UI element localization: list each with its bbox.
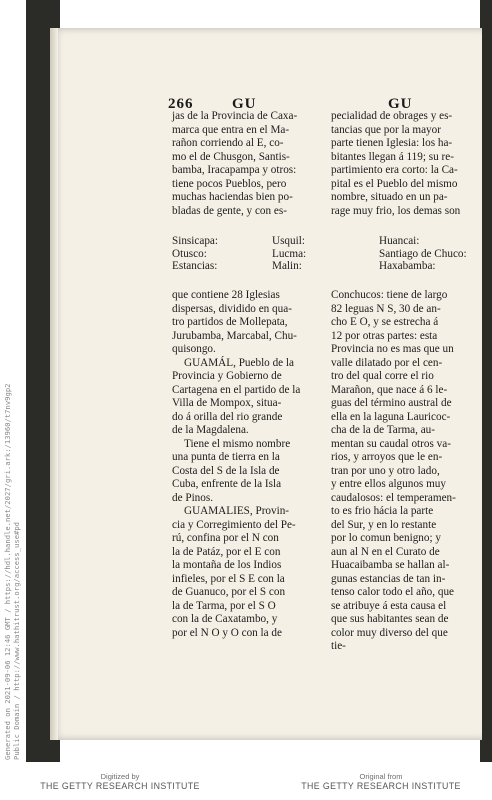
text-line: una punta de tierra en la bbox=[172, 451, 280, 463]
text-line: parte tienen Iglesia: los ha- bbox=[331, 137, 453, 149]
text-line: mo el de Chusgon, Santis- bbox=[172, 150, 290, 163]
text-line: Huacaibamba se hallan al- bbox=[331, 559, 450, 571]
place-name: Haxabamba: bbox=[379, 260, 436, 272]
running-head-right: GU bbox=[388, 96, 413, 112]
text-line: valle dilatado por el cen- bbox=[331, 356, 443, 369]
text-line: mentan su caudal otros va- bbox=[331, 437, 451, 450]
text-line: infieles, por el S E con la bbox=[172, 572, 285, 585]
text-line: nombre, situado en un pa- bbox=[331, 191, 448, 203]
text-line: rage muy frio, los demas son bbox=[331, 204, 461, 217]
footer-digitized-label: Digitized by bbox=[100, 772, 140, 781]
text-line: color muy diverso del que bbox=[331, 626, 448, 639]
text-line: Costa del S de la Isla de bbox=[172, 464, 280, 477]
text-line: bitantes llegan á 119; su re- bbox=[331, 150, 454, 163]
place-name: Otusco: bbox=[172, 247, 207, 260]
place-name: Santiago de Chuco: bbox=[379, 247, 467, 260]
text-line: dispersas, dividido en qua- bbox=[172, 302, 292, 315]
place-name: Usquil: bbox=[272, 235, 305, 247]
text-line: bladas de gente, y con es- bbox=[172, 204, 287, 217]
place-name: Estancias: bbox=[172, 260, 218, 272]
text-line: Provincia y Gobierno de bbox=[172, 370, 282, 382]
text-line: con la de Caxatambo, y bbox=[172, 613, 278, 625]
text-line: pital es el Pueblo del mismo bbox=[331, 177, 458, 190]
text-line: GUAMÁL, Pueblo de la bbox=[184, 356, 294, 369]
text-line: tie- bbox=[331, 640, 346, 652]
text-line: Provincia no es mas que un bbox=[331, 343, 454, 355]
text-line: tancias que por la mayor bbox=[331, 123, 441, 136]
page-gutter-shadow bbox=[50, 28, 58, 740]
place-name: Huancai: bbox=[379, 235, 420, 247]
watermark-line-2: Public Domain / http://www.hathitrust.org/access_use#pd bbox=[12, 522, 21, 760]
text-line: caudalosos: el temperamen- bbox=[331, 491, 456, 504]
right-column-top bbox=[331, 110, 477, 218]
text-line: de Pinos. bbox=[172, 491, 214, 504]
text-line: tran por uno y otro lado, bbox=[331, 464, 440, 477]
paragraph-p3 bbox=[172, 438, 338, 506]
text-line: rú, confina por el N con bbox=[172, 532, 279, 544]
text-line: Cuba, enfrente de la Isla bbox=[172, 478, 282, 490]
text-line: tro partidos de Mollepata, bbox=[172, 316, 288, 328]
text-line: pecialidad de obrages y es- bbox=[331, 110, 453, 122]
text-line: guas del término austral de bbox=[331, 397, 452, 409]
footer-original-institution: THE GETTY RESEARCH INSTITUTE bbox=[301, 781, 461, 791]
text-line: marca que entra en el Ma- bbox=[172, 123, 290, 136]
place-name: Malin: bbox=[272, 260, 302, 272]
text-line: to es frio hácia la parte bbox=[331, 505, 434, 517]
text-line: do á orilla del rio grande bbox=[172, 410, 283, 423]
text-line: muchas haciendas bien po- bbox=[172, 191, 293, 203]
place-list-col-a bbox=[172, 235, 218, 273]
running-head-left: GU bbox=[232, 96, 257, 112]
text-line: rios, y arroyos que le en- bbox=[331, 451, 443, 463]
text-line: GUAMALIES, Provin- bbox=[184, 505, 290, 517]
text-line: la montaña de los Indios bbox=[172, 559, 282, 571]
text-line: Jurubamba, Marcabal, Chu- bbox=[172, 329, 297, 342]
text-line: la de Patáz, por el E con bbox=[172, 545, 281, 558]
right-column-bottom bbox=[331, 289, 477, 654]
text-line: del Sur, y en lo restante bbox=[331, 518, 437, 531]
text-line: la de Tarma, por el S O bbox=[172, 599, 276, 612]
text-line: por el N O y O con la de bbox=[172, 626, 282, 639]
text-line: que sus habitantes sean de bbox=[331, 613, 449, 625]
place-list-col-b bbox=[272, 235, 306, 273]
paragraph-p1 bbox=[172, 289, 338, 357]
text-line: cia y Corregimiento del Pe- bbox=[172, 518, 296, 531]
text-line: ella en la laguna Lauricoc- bbox=[331, 410, 451, 423]
left-column-top bbox=[172, 110, 338, 218]
text-line: tenso calor todo el año, que bbox=[331, 586, 455, 598]
text-line: Conchucos: tiene de largo bbox=[331, 289, 448, 301]
text-line: y entre ellos algunos muy bbox=[331, 478, 446, 490]
watermark-line-1: Generated on 2021-09-06 12:46 GMT / https://hdl.handle.net/2027/gri.ark:/13960/t7nv9gp2 bbox=[3, 383, 12, 760]
text-line: 82 leguas N S, 30 de an- bbox=[331, 302, 441, 315]
page-number: 266 bbox=[168, 96, 194, 112]
text-line: bamba, Iracapampa y otros: bbox=[172, 164, 297, 176]
text-line: de la Magdalena. bbox=[172, 424, 249, 436]
footer-digitized-by bbox=[20, 772, 220, 792]
text-line: Tiene el mismo nombre bbox=[184, 437, 291, 450]
place-name: Lucma: bbox=[272, 247, 307, 260]
text-line: quisongo. bbox=[172, 343, 216, 355]
text-line: de Guanuco, por el S con bbox=[172, 586, 286, 598]
text-line: tro del qual corre el rio bbox=[331, 370, 434, 382]
text-line: gunas estancias de tan in- bbox=[331, 572, 446, 585]
text-line: rañon corriendo al E, co- bbox=[172, 137, 284, 149]
text-line: cho E O, y se estrecha á bbox=[331, 316, 439, 328]
footer-digitized-institution: THE GETTY RESEARCH INSTITUTE bbox=[40, 781, 200, 791]
footer-original-from bbox=[281, 772, 481, 792]
text-line: se atribuye á esta causa el bbox=[331, 599, 447, 612]
text-line: Cartagena en el partido de la bbox=[172, 383, 301, 396]
text-line: tiene pocos Pueblos, pero bbox=[172, 177, 287, 190]
text-line: por lo comun benigno; y bbox=[331, 532, 441, 544]
text-line: que contiene 28 Iglesias bbox=[172, 289, 280, 301]
text-line: partimiento era corto: la Ca- bbox=[331, 164, 458, 176]
paragraph-p4 bbox=[172, 505, 338, 640]
paragraph-p2 bbox=[172, 357, 338, 438]
hathitrust-watermark bbox=[3, 384, 21, 760]
text-line: jas de la Provincia de Caxa- bbox=[172, 110, 298, 122]
place-list-col-c bbox=[379, 235, 467, 273]
left-column-bottom bbox=[172, 289, 338, 640]
text-line: aun al N en el Curato de bbox=[331, 545, 440, 558]
place-name: Sinsicapa: bbox=[172, 235, 218, 247]
text-line: Marañon, que nace á 6 le- bbox=[331, 383, 448, 396]
footer-original-label: Original from bbox=[359, 772, 403, 781]
text-line: Villa de Mompox, situa- bbox=[172, 397, 282, 409]
text-line: cha de la de Tarma, au- bbox=[331, 424, 435, 436]
text-line: 12 por otras partes: esta bbox=[331, 329, 438, 342]
